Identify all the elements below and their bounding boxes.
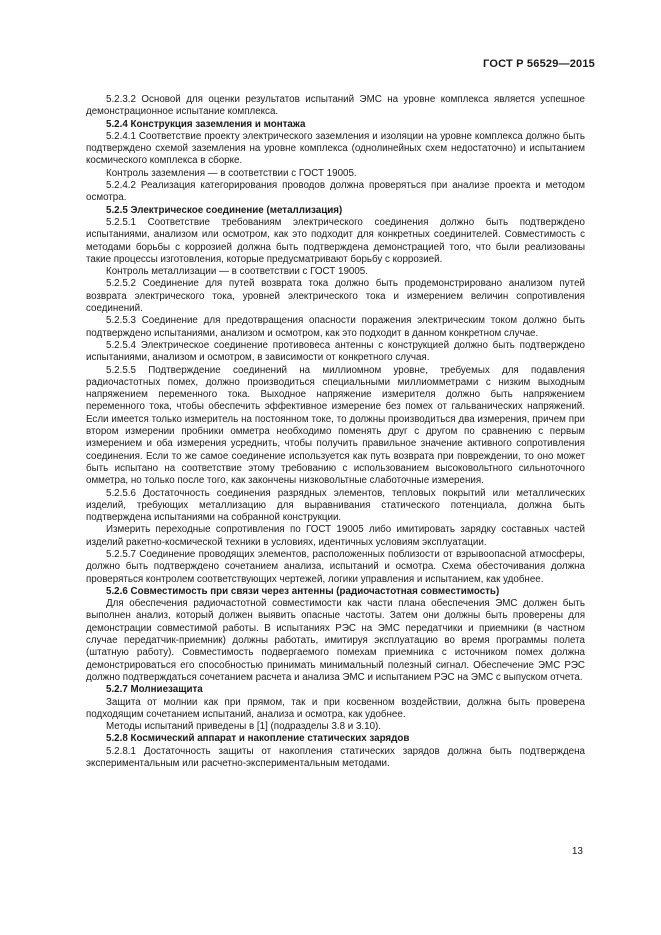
- paragraph-5-2-5-5: 5.2.5.5 Подтверждение соединений на миллиомном уровне, требуемых для подавления радиочастотных помех, должно производиться специальными миллиомметрами с низким выходным напряжением переменного тока. Выходное напряжение измерителя должно быть напряжением переменного тока, чтобы обеспечить эффективное измерение без помех от гальванических напряжений. Если имеется только измеритель на постоянном токе, то должны производиться два измерения, причем при втором измерении пробники омметра необходимо поменять друг с другом по сравнению с первым измерением и оба измерения усреднить, чтобы получить правильное значение активного сопротивления соединения. Если то же самое соединение используется как путь возврата при повреждении, то оно может быть испытано на соответствие этому требованию с использованием высоковольтного сильноточного омметра, но только после того, как закончены низковольтные слаботочные измерения.: [86, 364, 585, 487]
- paragraph-rf-compatibility: Для обеспечения радиочастотной совместимости как части плана обеспечения ЭМС должен быть выполнен анализ, который должен выявить опасные частоты. Затем они должны быть проверены для демонстрации совместимой работы. В испытаниях РЭС на ЭМС передатчики и приемники (в частном случае передатчик-приемник) должны работать, имитируя эксплуатацию во время программы полета (штатную работу). Совместимость подвергаемого помехам приемника с источником помех должна демонстрироваться его способностью принимать минимальный полезный сигнал. Обеспечение ЭМС РЭС должно подтверждаться сочетанием расчета и анализа ЭМС и испытанием РЭС на ЭМС с выпуском отчета.: [86, 598, 585, 683]
- document-number: ГОСТ Р 56529—2015: [483, 58, 595, 70]
- paragraph-resistance-measurement: Измерить переходные сопротивления по ГОСТ 19005 либо имитировать зарядку составных частей изделий ракетно-космической техники в условиях, идентичных условиям эксплуатации.: [86, 524, 585, 548]
- paragraph-bonding-control: Контроль металлизации — в соответствии с ГОСТ 19005.: [106, 266, 368, 278]
- section-heading-5-2-8: 5.2.8 Космический аппарат и накопление статических зарядов: [106, 733, 410, 745]
- paragraph-5-2-8-1: 5.2.8.1 Достаточность защиты от накопления статических зарядов должна быть подтверждена экспериментальным или расчетно-экспериментальным методами.: [86, 745, 585, 770]
- paragraph-5-2-5-1: 5.2.5.1 Соответствие требованиям электрического соединения должно быть подтверждено испытаниями, анализом или осмотром, как это подходит для конкретных соединителей. Совместимость с методами борьбы с коррозией должна быть подтверждена демонстрацией того, что были реализованы такие процессы изготовления, которые предусматривают борьбу с коррозией.: [86, 216, 585, 265]
- section-heading-5-2-5: 5.2.5 Электрическое соединение (металлизация): [106, 204, 343, 216]
- document-body: [86, 94, 585, 770]
- section-heading-5-2-7: 5.2.7 Молниезащита: [106, 684, 203, 696]
- paragraph-5-2-4-2: 5.2.4.2 Реализация категорирования проводов должна проверяться при анализе проекта и методом осмотра.: [86, 180, 585, 204]
- paragraph-5-2-5-3: 5.2.5.3 Соединение для предотвращения опасности поражения электрическим током должно быть подтверждено испытаниями, анализом и осмотром, как это подходит в данном конкретном случае.: [86, 315, 585, 339]
- paragraph-5-2-5-7: 5.2.5.7 Соединение проводящих элементов, расположенных поблизости от взрывоопасной атмосферы, должно быть подтверждено сочетанием анализа, испытаний и осмотра. Схема обесточивания должна проверяться контролем соответствующих чертежей, логики управления и испытанием, как удобнее.: [86, 548, 585, 585]
- paragraph-grounding-control: Контроль заземления — в соответствии с ГОСТ 19005.: [106, 167, 357, 179]
- paragraph-5-2-5-6: 5.2.5.6 Достаточность соединения разрядных элементов, тепловых покрытий или металлических изделий, требующих металлизацию для выравнивания статического потенциала, должна быть подтверждена испытаниями на собранной конструкции.: [86, 487, 585, 524]
- paragraph-5-2-4-1: 5.2.4.1 Соответствие проекту электрического заземления и изоляции на уровне комплекса должно быть подтверждено схемой заземления на уровне комплекса (однолинейных схем недостаточно) и испытанием космического комплекса в сборке.: [86, 130, 585, 167]
- paragraph-5-2-3-2: 5.2.3.2 Основой для оценки результатов испытаний ЭМС на уровне комплекса является успешное демонстрационное испытание комплекса.: [86, 94, 585, 118]
- paragraph-5-2-5-2: 5.2.5.2 Соединение для путей возврата тока должно быть продемонстрировано анализом путей возврата электрического тока, уровней электрического тока и измерением величин сопротивления соединений.: [86, 278, 585, 315]
- section-heading-5-2-6: 5.2.6 Совместимость при связи через антенны (радиочастотная совместимость): [106, 585, 500, 597]
- paragraph-test-methods: Методы испытаний приведены в [1] (подразделы 3.8 и 3.10).: [106, 721, 382, 733]
- section-heading-5-2-4: 5.2.4 Конструкция заземления и монтажа: [106, 118, 306, 130]
- page-number: 13: [571, 846, 583, 857]
- paragraph-lightning-protection: Защита от молнии как при прямом, так и при косвенном воздействии, должна быть проверена подходящим сочетанием испытаний, анализа и осмотра, как удобнее.: [86, 696, 585, 720]
- paragraph-5-2-5-4: 5.2.5.4 Электрическое соединение противовеса антенны с конструкцией должно быть подтверждено испытаниями, анализом и осмотром, в зависимости от конкретного случая.: [86, 339, 585, 364]
